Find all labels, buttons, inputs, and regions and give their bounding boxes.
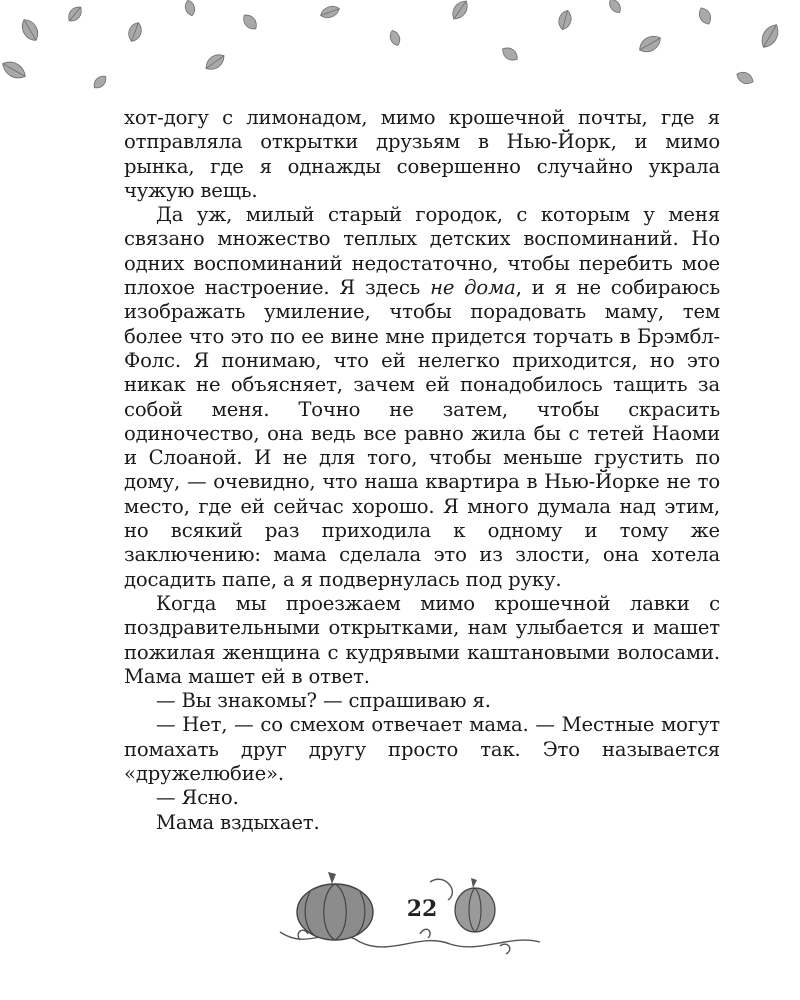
leaf-icon [388,29,402,47]
text-run: — Вы знакомы? — спрашиваю я. [156,689,491,713]
leaf-icon [0,58,29,83]
leaf-icon [636,32,664,56]
text-run: Да уж, милый старый городок, с которым у меня связано множество теплых детских воспоминаний. Но одних воспоминаний недостаточно, чтобы перебить мое плохое настроение. Я здесь [124,203,720,300]
leaf-icon [126,21,144,44]
leaf-icon [500,45,521,64]
emphasis-text: не дома [430,276,516,300]
leaf-icon [557,9,574,31]
leaf-icon [18,16,42,44]
text-run: — Нет, — со смехом отвечает мама. — Местные могут помахать друг другу просто так. Это называется «дружелюбие». [124,713,720,786]
paragraph [124,592,720,689]
pumpkin-icon [297,872,373,940]
leaf-icon [240,12,260,33]
falling-leaves-illustration [0,0,800,100]
leaf-icon [203,51,228,73]
paragraph [124,203,720,592]
paragraph [124,811,720,835]
text-run: , и я не собираюсь изображать умиление, чтобы порадовать маму, тем более что это по ее вине мне придется торчать в Брэмбл-Фолс. Я понимаю, что ей нелегко приходится, но это никак не объясняет, зачем ей понадобилось тащить за собой меня. Точно не затем, чтобы скрасить одиночество, она ведь все равно жила бы с тетей Наоми и Слоаной. И не для того, чтобы меньше грустить по дому, — очевидно, что наша квартира в Нью-Йорке не то место, где ей сейчас хорошо. Я много думала над этим, но всякий раз приходила к одному и тому же заключению: мама сделала это из злости, она хотела досадить папе, а я подвернулась под руку. [124,276,721,591]
body-text [124,106,720,835]
page-number: 22 [406,896,438,922]
leaf-icon [735,69,756,86]
text-run: — Ясно. [156,786,239,810]
leaf-icon [607,0,624,15]
leaf-icon [696,6,713,27]
leaf-icon [65,4,85,25]
leaf-icon [184,0,197,17]
paragraph [124,689,720,713]
leaf-icon [91,73,109,91]
leaf-icon [758,21,783,50]
leaf-icon [449,0,471,22]
paragraph [124,786,720,810]
text-run: Мама вздыхает. [156,810,320,834]
leaf-icon [319,4,341,21]
text-run: Когда мы проезжаем мимо крошечной лавки с поздравительными открытками, нам улыбается и машет пожилая женщина с кудрявыми каштановыми волосами. Мама машет ей в ответ. [124,591,720,688]
paragraph [124,713,720,786]
text-run: хот-догу с лимонадом, мимо крошечной почты, где я отправляла открытки друзьям в Нью-Йорк, и мимо рынка, где я однажды совершенно случайно украла чужую вещь. [124,106,720,202]
paragraph [124,106,720,203]
